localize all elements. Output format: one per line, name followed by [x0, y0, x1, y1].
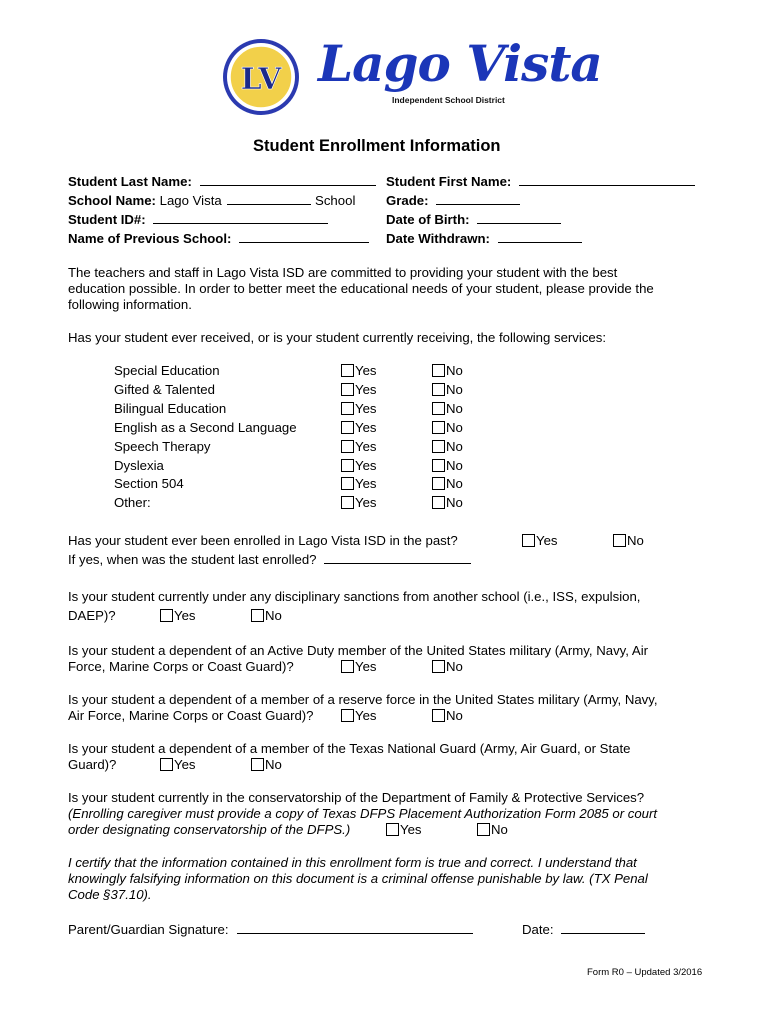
no-label: No [446, 382, 463, 397]
yes-checkbox[interactable] [341, 477, 354, 490]
date-field[interactable] [561, 921, 645, 934]
school-name-field[interactable] [227, 192, 311, 205]
no-label: No [446, 476, 463, 491]
yes-label: Yes [355, 476, 377, 491]
no-option[interactable] [432, 363, 463, 379]
national-guard-no-option[interactable] [251, 757, 282, 773]
student-id-field[interactable] [153, 211, 328, 224]
no-label: No [446, 659, 463, 674]
withdrawn-label: Date Withdrawn: [386, 231, 490, 246]
yes-option[interactable] [341, 458, 377, 474]
discipline-yes-option[interactable] [160, 608, 196, 624]
active-duty-line-1: Is your student a dependent of an Active Duty member of the United States military (Army, Navy, Air [68, 643, 649, 658]
district-seal [221, 37, 301, 117]
reserve-line-2: Air Force, Marine Corps or Coast Guard)? [68, 708, 314, 723]
last-enrolled-field[interactable] [324, 551, 471, 564]
no-checkbox[interactable] [432, 660, 445, 673]
school-name-row [68, 192, 355, 209]
signature-row [68, 921, 473, 938]
intro-line-2: education possible. In order to better meet the educational needs of your student, please provide the [68, 281, 654, 296]
yes-checkbox[interactable] [341, 383, 354, 396]
yes-label: Yes [355, 458, 377, 473]
no-checkbox[interactable] [432, 440, 445, 453]
service-label: English as a Second Language [114, 420, 297, 435]
no-checkbox[interactable] [432, 402, 445, 415]
prev-school-field[interactable] [239, 230, 369, 243]
yes-label: Yes [355, 708, 377, 723]
student-id-row [68, 211, 328, 228]
yes-option[interactable] [341, 363, 377, 379]
no-checkbox[interactable] [613, 534, 626, 547]
no-label: No [446, 439, 463, 454]
form-title: Student Enrollment Information [253, 137, 501, 155]
withdrawn-row [386, 230, 582, 247]
student-id-label: Student ID#: [68, 212, 146, 227]
services-question: Has your student ever received, or is your student currently receiving, the following services: [68, 330, 607, 345]
dob-row [386, 211, 561, 228]
yes-checkbox[interactable] [341, 709, 354, 722]
yes-label: Yes [355, 659, 377, 674]
reserve-line-1: Is your student a dependent of a member of a reserve force in the United States military (Army, Navy, [68, 692, 658, 707]
yes-label: Yes [355, 495, 377, 510]
enrolled-no-option[interactable] [613, 533, 644, 549]
active-duty-line-2: Force, Marine Corps or Coast Guard)? [68, 659, 294, 674]
no-option[interactable] [432, 458, 463, 474]
last-name-row [68, 173, 376, 190]
grade-label: Grade: [386, 193, 429, 208]
yes-option[interactable] [341, 420, 377, 436]
no-checkbox[interactable] [432, 477, 445, 490]
service-label: Other: [114, 495, 151, 510]
seal-letters: LV [240, 62, 282, 97]
certify-line-1: I certify that the information contained in this enrollment form is true and correct. I understand that [68, 855, 637, 870]
enrolled-followup-row [68, 551, 471, 568]
no-checkbox[interactable] [432, 364, 445, 377]
no-option[interactable] [432, 439, 463, 455]
no-label: No [446, 458, 463, 473]
service-label: Section 504 [114, 476, 184, 491]
yes-label: Yes [355, 401, 377, 416]
certify-line-3: Code §37.10). [68, 887, 152, 902]
dob-label: Date of Birth: [386, 212, 470, 227]
yes-checkbox[interactable] [160, 758, 173, 771]
yes-label: Yes [400, 822, 422, 837]
grade-field[interactable] [436, 192, 520, 205]
dfps-line-1: Is your student currently in the conservatorship of the Department of Family & Protective Services? [68, 790, 645, 805]
first-name-label: Student First Name: [386, 174, 512, 189]
yes-label: Yes [355, 420, 377, 435]
yes-label: Yes [174, 757, 196, 772]
yes-checkbox[interactable] [160, 609, 173, 622]
last-name-field[interactable] [200, 173, 376, 186]
no-label: No [491, 822, 508, 837]
yes-checkbox[interactable] [386, 823, 399, 836]
last-name-label: Student Last Name: [68, 174, 192, 189]
school-name-value: Lago Vista [159, 193, 222, 208]
enrolled-question: Has your student ever been enrolled in Lago Vista ISD in the past? [68, 533, 458, 548]
service-label: Gifted & Talented [114, 382, 215, 397]
service-label: Special Education [114, 363, 220, 378]
active-duty-yes-option[interactable] [341, 659, 377, 675]
yes-checkbox[interactable] [341, 459, 354, 472]
service-label: Bilingual Education [114, 401, 227, 416]
no-label: No [446, 401, 463, 416]
dob-field[interactable] [477, 211, 561, 224]
enrolled-followup: If yes, when was the student last enrolled? [68, 552, 317, 567]
dfps-line-3: order designating conservatorship of the DFPS.) [68, 822, 351, 837]
no-checkbox[interactable] [251, 758, 264, 771]
no-label: No [265, 608, 282, 623]
date-label: Date: [522, 922, 554, 937]
enrolled-yes-option[interactable] [522, 533, 558, 549]
certify-line-2: knowingly falsifying information on this document is a criminal offense punishable by law. (TX Penal [68, 871, 648, 886]
signature-label: Parent/Guardian Signature: [68, 922, 229, 937]
no-checkbox[interactable] [432, 383, 445, 396]
yes-option[interactable] [341, 476, 377, 492]
no-label: No [265, 757, 282, 772]
prev-school-row [68, 230, 369, 247]
yes-checkbox[interactable] [341, 402, 354, 415]
yes-checkbox[interactable] [522, 534, 535, 547]
intro-line-1: The teachers and staff in Lago Vista ISD are committed to providing your student with the best [68, 265, 618, 280]
first-name-field[interactable] [519, 173, 695, 186]
yes-label: Yes [355, 439, 377, 454]
service-label: Dyslexia [114, 458, 164, 473]
first-name-row [386, 173, 695, 190]
dfps-line-2: (Enrolling caregiver must provide a copy of Texas DFPS Placement Authorization Form 2085 or court [68, 806, 658, 821]
signature-field[interactable] [237, 921, 473, 934]
no-checkbox[interactable] [432, 496, 445, 509]
yes-label: Yes [174, 608, 196, 623]
no-label: No [446, 363, 463, 378]
yes-option[interactable] [341, 495, 377, 511]
no-option[interactable] [432, 382, 463, 398]
yes-checkbox[interactable] [341, 660, 354, 673]
dfps-yes-option[interactable] [386, 822, 422, 838]
no-label: No [446, 495, 463, 510]
no-checkbox[interactable] [432, 459, 445, 472]
no-checkbox[interactable] [251, 609, 264, 622]
national-guard-yes-option[interactable] [160, 757, 196, 773]
school-suffix: School [315, 193, 356, 208]
prev-school-label: Name of Previous School: [68, 231, 232, 246]
discipline-line-1: Is your student currently under any disciplinary sanctions from another school (i.e., ISS, expulsion, [68, 589, 641, 604]
district-wordmark: Lago Vista [318, 34, 602, 93]
active-duty-no-option[interactable] [432, 659, 463, 675]
no-option[interactable] [432, 420, 463, 436]
national-guard-line-1: Is your student a dependent of a member of the Texas National Guard (Army, Air Guard, or State [68, 741, 631, 756]
national-guard-line-2: Guard)? [68, 757, 117, 772]
no-option[interactable] [432, 401, 463, 417]
service-label: Speech Therapy [114, 439, 211, 454]
dfps-no-option[interactable] [477, 822, 508, 838]
yes-option[interactable] [341, 439, 377, 455]
reserve-yes-option[interactable] [341, 708, 377, 724]
intro-line-3: following information. [68, 297, 192, 312]
no-checkbox[interactable] [432, 421, 445, 434]
form-footer: Form R0 – Updated 3/2016 [587, 967, 703, 978]
no-checkbox[interactable] [477, 823, 490, 836]
yes-checkbox[interactable] [341, 364, 354, 377]
withdrawn-field[interactable] [498, 230, 582, 243]
yes-label: Yes [355, 363, 377, 378]
discipline-line-2: DAEP)? [68, 608, 116, 623]
no-label: No [627, 533, 644, 548]
school-name-label: School Name: [68, 193, 156, 208]
yes-option[interactable] [341, 382, 377, 398]
yes-option[interactable] [341, 401, 377, 417]
no-option[interactable] [432, 495, 463, 511]
no-option[interactable] [432, 476, 463, 492]
district-subtitle: Independent School District [392, 95, 505, 105]
yes-label: Yes [355, 382, 377, 397]
date-row [522, 921, 645, 938]
yes-checkbox[interactable] [341, 496, 354, 509]
reserve-no-option[interactable] [432, 708, 463, 724]
no-checkbox[interactable] [432, 709, 445, 722]
yes-checkbox[interactable] [341, 421, 354, 434]
yes-label: Yes [536, 533, 558, 548]
no-label: No [446, 420, 463, 435]
grade-row [386, 192, 520, 209]
yes-checkbox[interactable] [341, 440, 354, 453]
discipline-no-option[interactable] [251, 608, 282, 624]
no-label: No [446, 708, 463, 723]
